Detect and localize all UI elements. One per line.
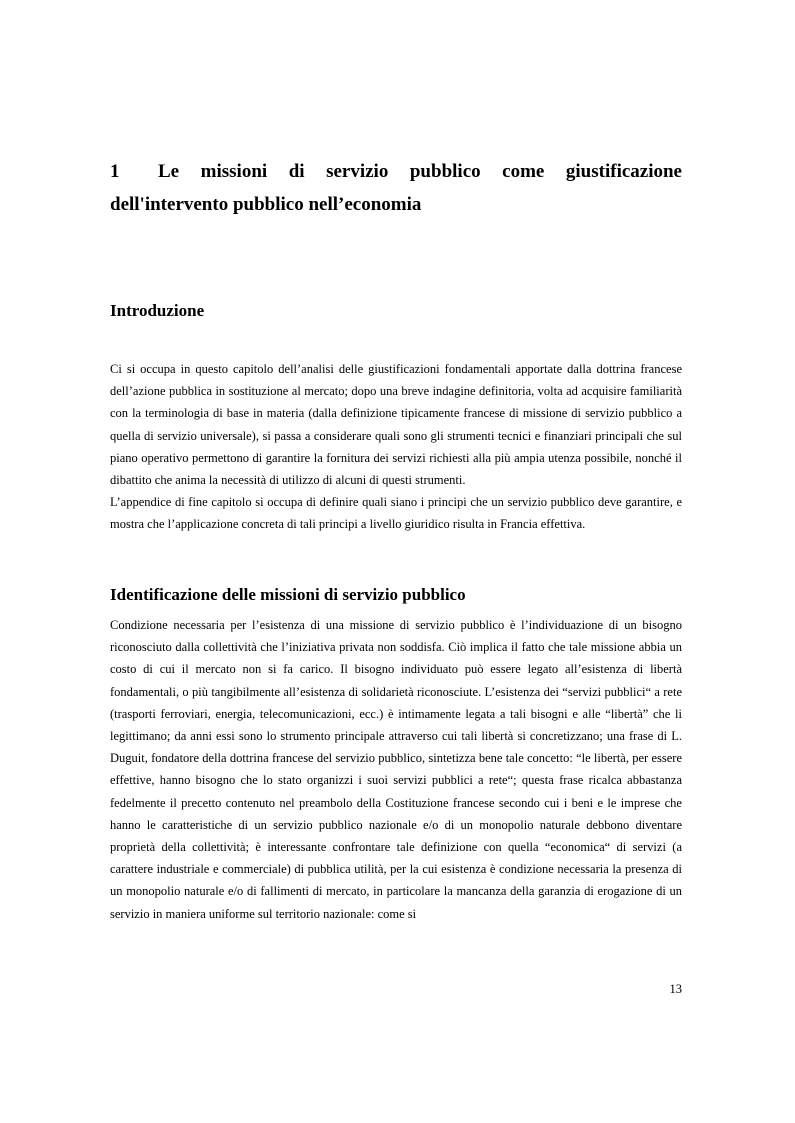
page-number: 13 bbox=[669, 982, 682, 996]
chapter-number: 1 bbox=[110, 161, 120, 182]
identificazione-paragraph-1: Condizione necessaria per l’esistenza di una missione di servizio pubblico è l’individuazione di un bisogno riconosciuto dalla collettività che l’iniziativa privata non soddisfa. Ciò implica il fatto che tale missione abbia un costo di cui il mercato non si fa carico. Il bisogno individuato può essere legato all’esistenza di libertà fondamentali, o più tangibilmente all’esistenza di solidarietà riconosciute. L’esistenza dei “servizi pubblici“ a rete (trasporti ferroviari, energia, telecomunicazioni, ecc.) è intimamente legata a tali bisogni e alle “libertà” che li legittimano; da anni essi sono lo strumento principale attraverso cui tali libertà si concretizzano; una frase di L. Duguit, fondatore della dottrina francese del servizio pubblico, sintetizza bene tale concetto: “le libertà, per essere effettive, hanno bisogno che lo stato organizzi i suoi servizi pubblici a rete“; questa frase ricalca abbastanza fedelmente il precetto contenuto nel preambolo della Costituzione francese secondo cui i beni e le imprese che hanno le caratteristiche di un servizio pubblico nazionale e/o di un monopolio naturale debbono diventare proprietà della collettività; è interessante confrontare tale definizione con quella “economica“ di servizi (a carattere industriale e commerciale) di pubblica utilità, per la cui esistenza è condizione necessaria la presenza di un monopolio naturale e/o di fallimenti di mercato, in particolare la mancanza della garanzia di erogazione di un servizio in maniera uniforme sul territorio nazionale: come si bbox=[110, 618, 682, 921]
chapter-title-text: Le missioni di servizio pubblico come giustificazione dell'intervento pubblico nell’economia bbox=[110, 161, 682, 215]
intro-paragraph-1: Ci si occupa in questo capitolo dell’analisi delle giustificazioni fondamentali apportate dalla dottrina francese dell’azione pubblica in sostituzione al mercato; dopo una breve indagine definitoria, volta ad acquisire familiarità con la terminologia di base in materia (dalla definizione tipicamente francese di missione di servizio pubblico a quella di servizio universale), si passa a considerare quali sono gli strumenti tecnici e finanziari principali che sul piano operativo permettono di garantire la fornitura dei servizi richiesti alla più ampia utenza possibile, nonché il dibattito che anima la necessità di utilizzo di alcuni di questi strumenti. bbox=[110, 362, 682, 488]
intro-paragraph-2: L’appendice di fine capitolo si occupa di definire quali siano i principi che un servizio pubblico deve garantire, e mostra che l’applicazione concreta di tali principi a livello giuridico risulta in Francia effettiva. bbox=[110, 495, 682, 532]
chapter-title bbox=[110, 155, 682, 221]
section-heading-introduzione: Introduzione bbox=[110, 301, 205, 320]
section-heading-identificazione: Identificazione delle missioni di servizio pubblico bbox=[110, 585, 466, 604]
